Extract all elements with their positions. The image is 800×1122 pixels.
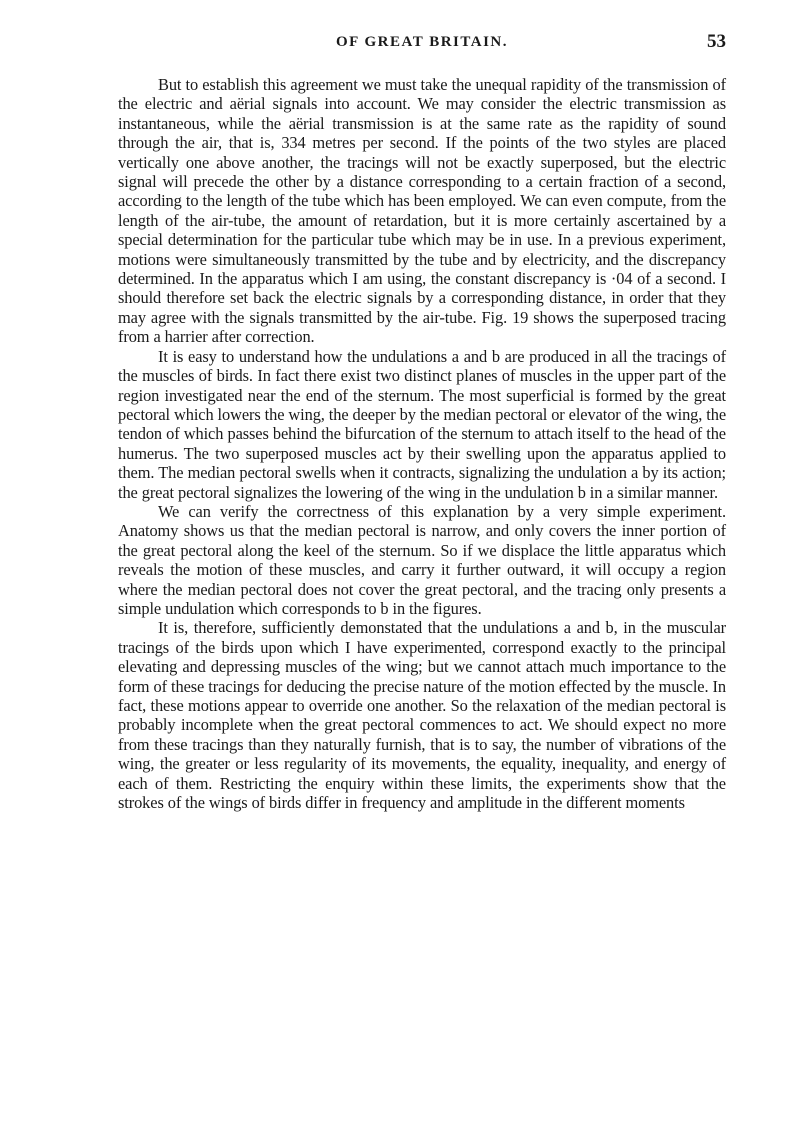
paragraph-3: We can verify the correctness of this explanation by a very simple experiment. Anatomy shows us that the median pectoral is narrow, and only covers the inner portion of the great pectoral along the keel of the sternum. So if we displace the little apparatus which reveals the motion of these muscles, and carry it further outward, it will occupy a region where the median pectoral does not cover the great pectoral, and the tracing only presents a simple undulation which corresponds to b in the figures. [118, 501, 726, 618]
page-number: 53 [707, 31, 726, 52]
running-title: OF GREAT BRITAIN. [335, 34, 509, 50]
running-head [118, 30, 726, 56]
paragraph-4: It is, therefore, sufficiently demonstated that the undulations a and b, in the muscular tracings of the birds upon which I have experimented, correspond exactly to the principal elevating and depressing muscles of the wing; but we cannot attach much importance to the form of these tracings for deducing the precise nature of the motion effected by the muscle. In fact, these motions appear to override one another. So the relaxation of the median pectoral is probably incomplete when the great pectoral commences to act. We should expect no more from these tracings than they naturally furnish, that is to say, the number of vibrations of the wing, the greater or less regularity of its movements, the equality, inequality, and energy of each of them. Restricting the enquiry within these limits, the experiments show that the strokes of the wings of birds differ in frequency and amplitude in the different moments [118, 618, 726, 813]
paragraph-2: It is easy to understand how the undulations a and b are produced in all the tracings of the muscles of birds. In fact there exist two distinct planes of muscles in the upper part of the region investigated near the end of the sternum. The most superficial is formed by the great pectoral which lowers the wing, the deeper by the median pectoral or elevator of the wing, the tendon of which passes behind the bifurcation of the sternum to attach itself to the head of the humerus. The two superposed muscles act by their swelling upon the apparatus applied to them. The median pectoral swells when it contracts, signalizing the undulation a by its action; the great pectoral signalizes the lowering of the wing in the undulation b in a similar manner. [118, 346, 726, 502]
paragraph-1: But to establish this agreement we must take the unequal rapidity of the transmission of the electric and aërial signals into account. We may consider the electric transmission as instantaneous, while the aërial transmission is at the same rate as the rapidity of sound through the air, that is, 334 metres per second. If the points of the two styles are placed vertically one above another, the tracings will not be exactly superposed, but the electric signal will precede the other by a distance corresponding to a certain fraction of a second, according to the length of the tube which has been employed. We can even compute, from the length of the air-tube, the amount of retardation, but it is more certainly ascertained by a special determination for the particular tube which may be in use. In a previous experiment, motions were simultaneously transmitted by the tube and by electricity, and the discrepancy determined. In the apparatus which I am using, the constant discrepancy is ·04 of a second. I should therefore set back the electric signals by a corresponding distance, in order that they may agree with the signals transmitted by the air-tube. Fig. 19 shows the superposed tracing from a harrier after correction. [118, 75, 726, 347]
body-text [118, 75, 726, 812]
